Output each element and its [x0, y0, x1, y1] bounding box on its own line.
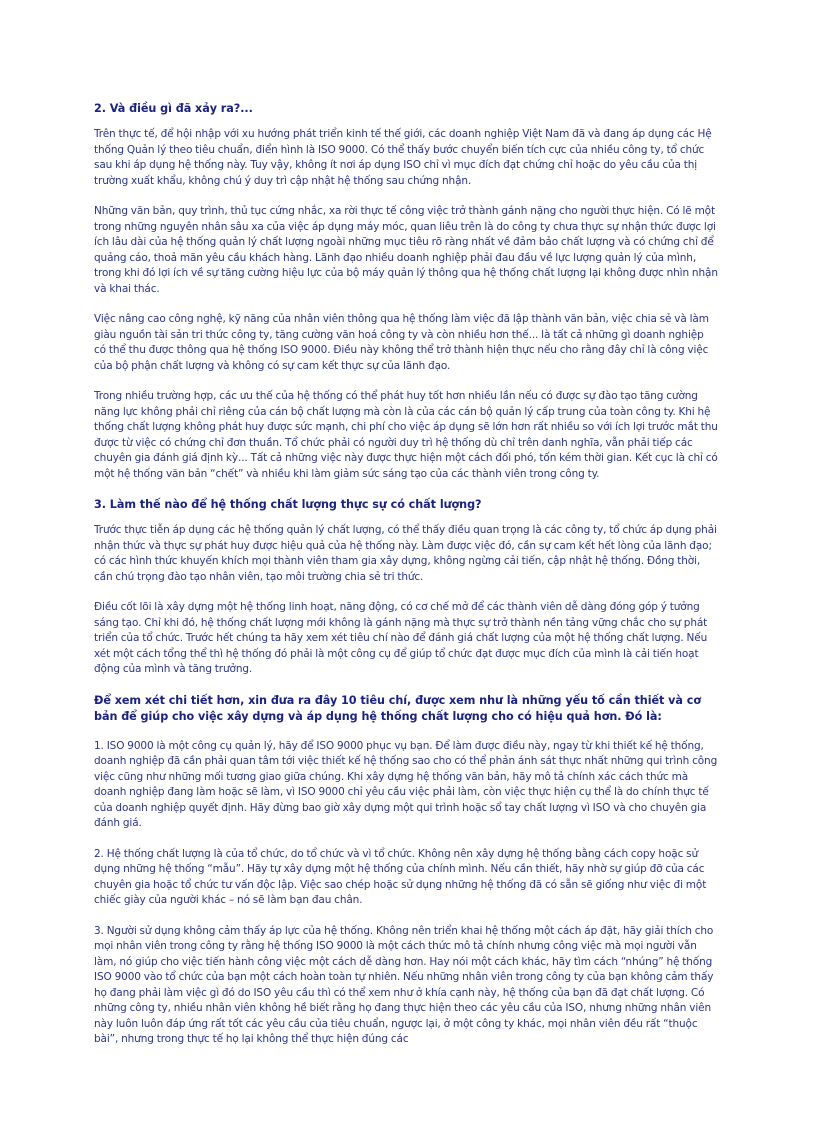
- paragraph: Trên thực tế, để hội nhập với xu hướng phát triển kinh tế thế giới, các doanh nghiệp Việt Nam đã và đang áp dụng các Hệ thống Quản lý theo tiêu chuẩn, điển hình là ISO 9000. Có thể thấy bước chuyển biến tích cực của nhiều công ty, tổ chức sau khi áp dụng hệ thống này. Tuy vậy, không ít nơi áp dụng ISO chỉ vì mục đích đạt chứng chỉ hoặc do yêu cầu của thị trường xuất khẩu, không chú ý duy trì cập nhật hệ thống sau chứng nhận.: [94, 128, 712, 187]
- document-page: [94, 101, 718, 1063]
- paragraph: Điều cốt lõi là xây dựng một hệ thống linh hoạt, năng động, có cơ chế mở để các thành viên dễ dàng đóng góp ý tưởng sáng tạo. Chỉ khi đó, hệ thống chất lượng mới không là gánh nặng mà thực sự trở thành nền tảng vững chắc cho sự phát triển của tổ chức. Trước hết chúng ta hãy xem xét tiêu chí nào để đánh giá chất lượng của một hệ thống chất lượng. Nếu xét một cách tổng thể thì hệ thống đó phải là một công cụ để giúp tổ chức đạt được mục đích của mình là cải tiến hoạt động của mình và tăng trưởng.: [94, 601, 708, 675]
- section-heading: 2. Và điều gì đã xảy ra?...: [94, 102, 253, 115]
- paragraph: Trong nhiều trường hợp, các ưu thế của hệ thống có thể phát huy tốt hơn nhiều lần nếu có được sự đào tạo tăng cường năng lực không phải chỉ riêng của cán bộ chất lượng mà còn là của các cán bộ quản lý cấp trung của toàn công ty. Khi hệ thống chất lượng không phát huy được sức mạnh, chi phí cho việc áp dụng sẽ lớn hơn rất nhiều so với ích lợi trước mắt thu được từ việc có chứng chỉ đơn thuần. Tổ chức phải có người duy trì hệ thống dù chỉ trên danh nghĩa, vẫn phải tiếp các chuyên gia đánh giá định kỳ... Tất cả những việc này được thực hiện một cách đối phó, tốn kém thời gian. Kết cục là chỉ có một hệ thống văn bản “chết” và nhiều khi làm giảm sức sáng tạo của các thành viên trong công ty.: [94, 390, 718, 480]
- paragraph: Những văn bản, quy trình, thủ tục cứng nhắc, xa rời thực tế công việc trở thành gánh nặng cho người thực hiện. Có lẽ một trong những nguyên nhân sâu xa của việc áp dụng máy móc, quan liêu trên là do công ty chưa thực sự nhận thức được lợi ích lâu dài của hệ thống quản lý chất lượng ngoài những mục tiêu rõ ràng nhất về đảm bảo chất lượng và có chứng chỉ để quảng cáo, thoả mãn yêu cầu khách hàng. Lãnh đạo nhiều doanh nghiệp phải đau đầu về lực lượng quản lý của mình, trong khi đó lợi ích về sự tăng cường hiệu lực của bộ máy quản lý thông qua hệ thống chất lượng lại không được nhìn nhận và khai thác.: [94, 205, 718, 295]
- paragraph: Việc nâng cao công nghệ, kỹ năng của nhân viên thông qua hệ thống làm việc đã lập thành văn bản, việc chia sẻ và làm giàu nguồn tài sản tri thức công ty, tăng cường văn hoá công ty và còn nhiều hơn thế... là tất cả những gì doanh nghiệp có thể thu được thông qua hệ thống ISO 9000. Điều này không thể trở thành hiện thực nếu cho rằng đây chỉ là công việc của bộ phận chất lượng và không có sự cam kết thực sự của lãnh đạo.: [94, 313, 709, 372]
- criterion-item: 1. ISO 9000 là một công cụ quản lý, hãy để ISO 9000 phục vụ bạn. Để làm được điều này, ngay từ khi thiết kế hệ thống, doanh nghiệp đã cần phải quan tâm tới việc thiết kế hệ thống sao cho có thể phản ánh sát thực nhất những qui trình công việc cũng như những mối tương giao giữa chúng. Khi xây dựng hệ thống văn bản, hãy mô tả chính xác cách thức mà doanh nghiệp đang làm hoặc sẽ làm, vì ISO 9000 chỉ yêu cầu việc phải làm, còn việc thực hiện cụ thể là do chính thực tế của doanh nghiệp quyết định. Hãy đừng bao giờ xây dựng một qui trình hoặc sổ tay chất lượng vì ISO và cho chuyên gia đánh giá.: [94, 739, 718, 829]
- criterion-item: 2. Hệ thống chất lượng là của tổ chức, do tổ chức và vì tổ chức. Không nên xây dựng hệ thống bằng cách copy hoặc sử dụng những hệ thống “mẫu”. Hãy tự xây dựng một hệ thống của chính mình. Nếu cần thiết, hãy nhờ sự giúp đỡ của các chuyên gia hoặc tổ chức tư vấn độc lập. Việc sao chép hoặc sử dụng những hệ thống đã có sẵn sẽ giống như việc đi một chiếc giày của người khác – nó sẽ làm bạn đau chân.: [94, 847, 707, 906]
- criteria-intro: Để xem xét chi tiết hơn, xin đưa ra đây 10 tiêu chí, được xem như là những yếu tố cần thiết và cơ bản để giúp cho việc xây dựng và áp dụng hệ thống chất lượng cho có hiệu quả hơn. Đó là:: [94, 693, 701, 723]
- paragraph: Trước thực tiễn áp dụng các hệ thống quản lý chất lượng, có thể thấy điều quan trọng là các công ty, tổ chức áp dụng phải nhận thức và thực sự phát huy được hiệu quả của hệ thống này. Làm được việc đó, cần sự cam kết hết lòng của lãnh đạo; có các hình thức khuyến khích mọi thành viên tham gia xây dựng, không ngừng cải tiến, cập nhật hệ thống. Đồng thời, cần chú trọng đào tạo nhân viên, tạo môi trường chia sẻ tri thức.: [94, 524, 717, 583]
- criterion-item: 3. Người sử dụng không cảm thấy áp lực của hệ thống. Không nên triển khai hệ thống một cách áp đặt, hãy giải thích cho mọi nhân viên trong công ty rằng hệ thống ISO 9000 là một cách thức mô tả chính nhưng công việc mà mọi người vẫn làm, nó giúp cho việc tiến hành công việc một cách dễ dàng hơn. Hay nói một cách khác, hãy tìm cách “nhúng” hệ thống ISO 9000 vào tổ chức của bạn một cách hoàn toàn tự nhiên. Nếu những nhân viên trong công ty của bạn không cảm thấy họ đang phải làm việc gì đó do ISO yêu cầu thì có thể xem như ở khía cạnh này, hệ thống của bạn đã đạt chất lượng. Có những công ty, nhiều nhân viên không hề biết rằng họ đang thực hiện theo các yêu cầu của ISO, nhưng những nhân viên này luôn luôn đáp ứng rất tốt các yêu cầu của tiêu chuẩn, ngược lại, ở một công ty khác, mọi nhân viên đều rất “thuộc bài”, nhưng trong thực tế họ lại không thể thực hiện đúng các: [94, 924, 714, 1045]
- section-heading: 3. Làm thế nào để hệ thống chất lượng thực sự có chất lượng?: [94, 498, 482, 511]
